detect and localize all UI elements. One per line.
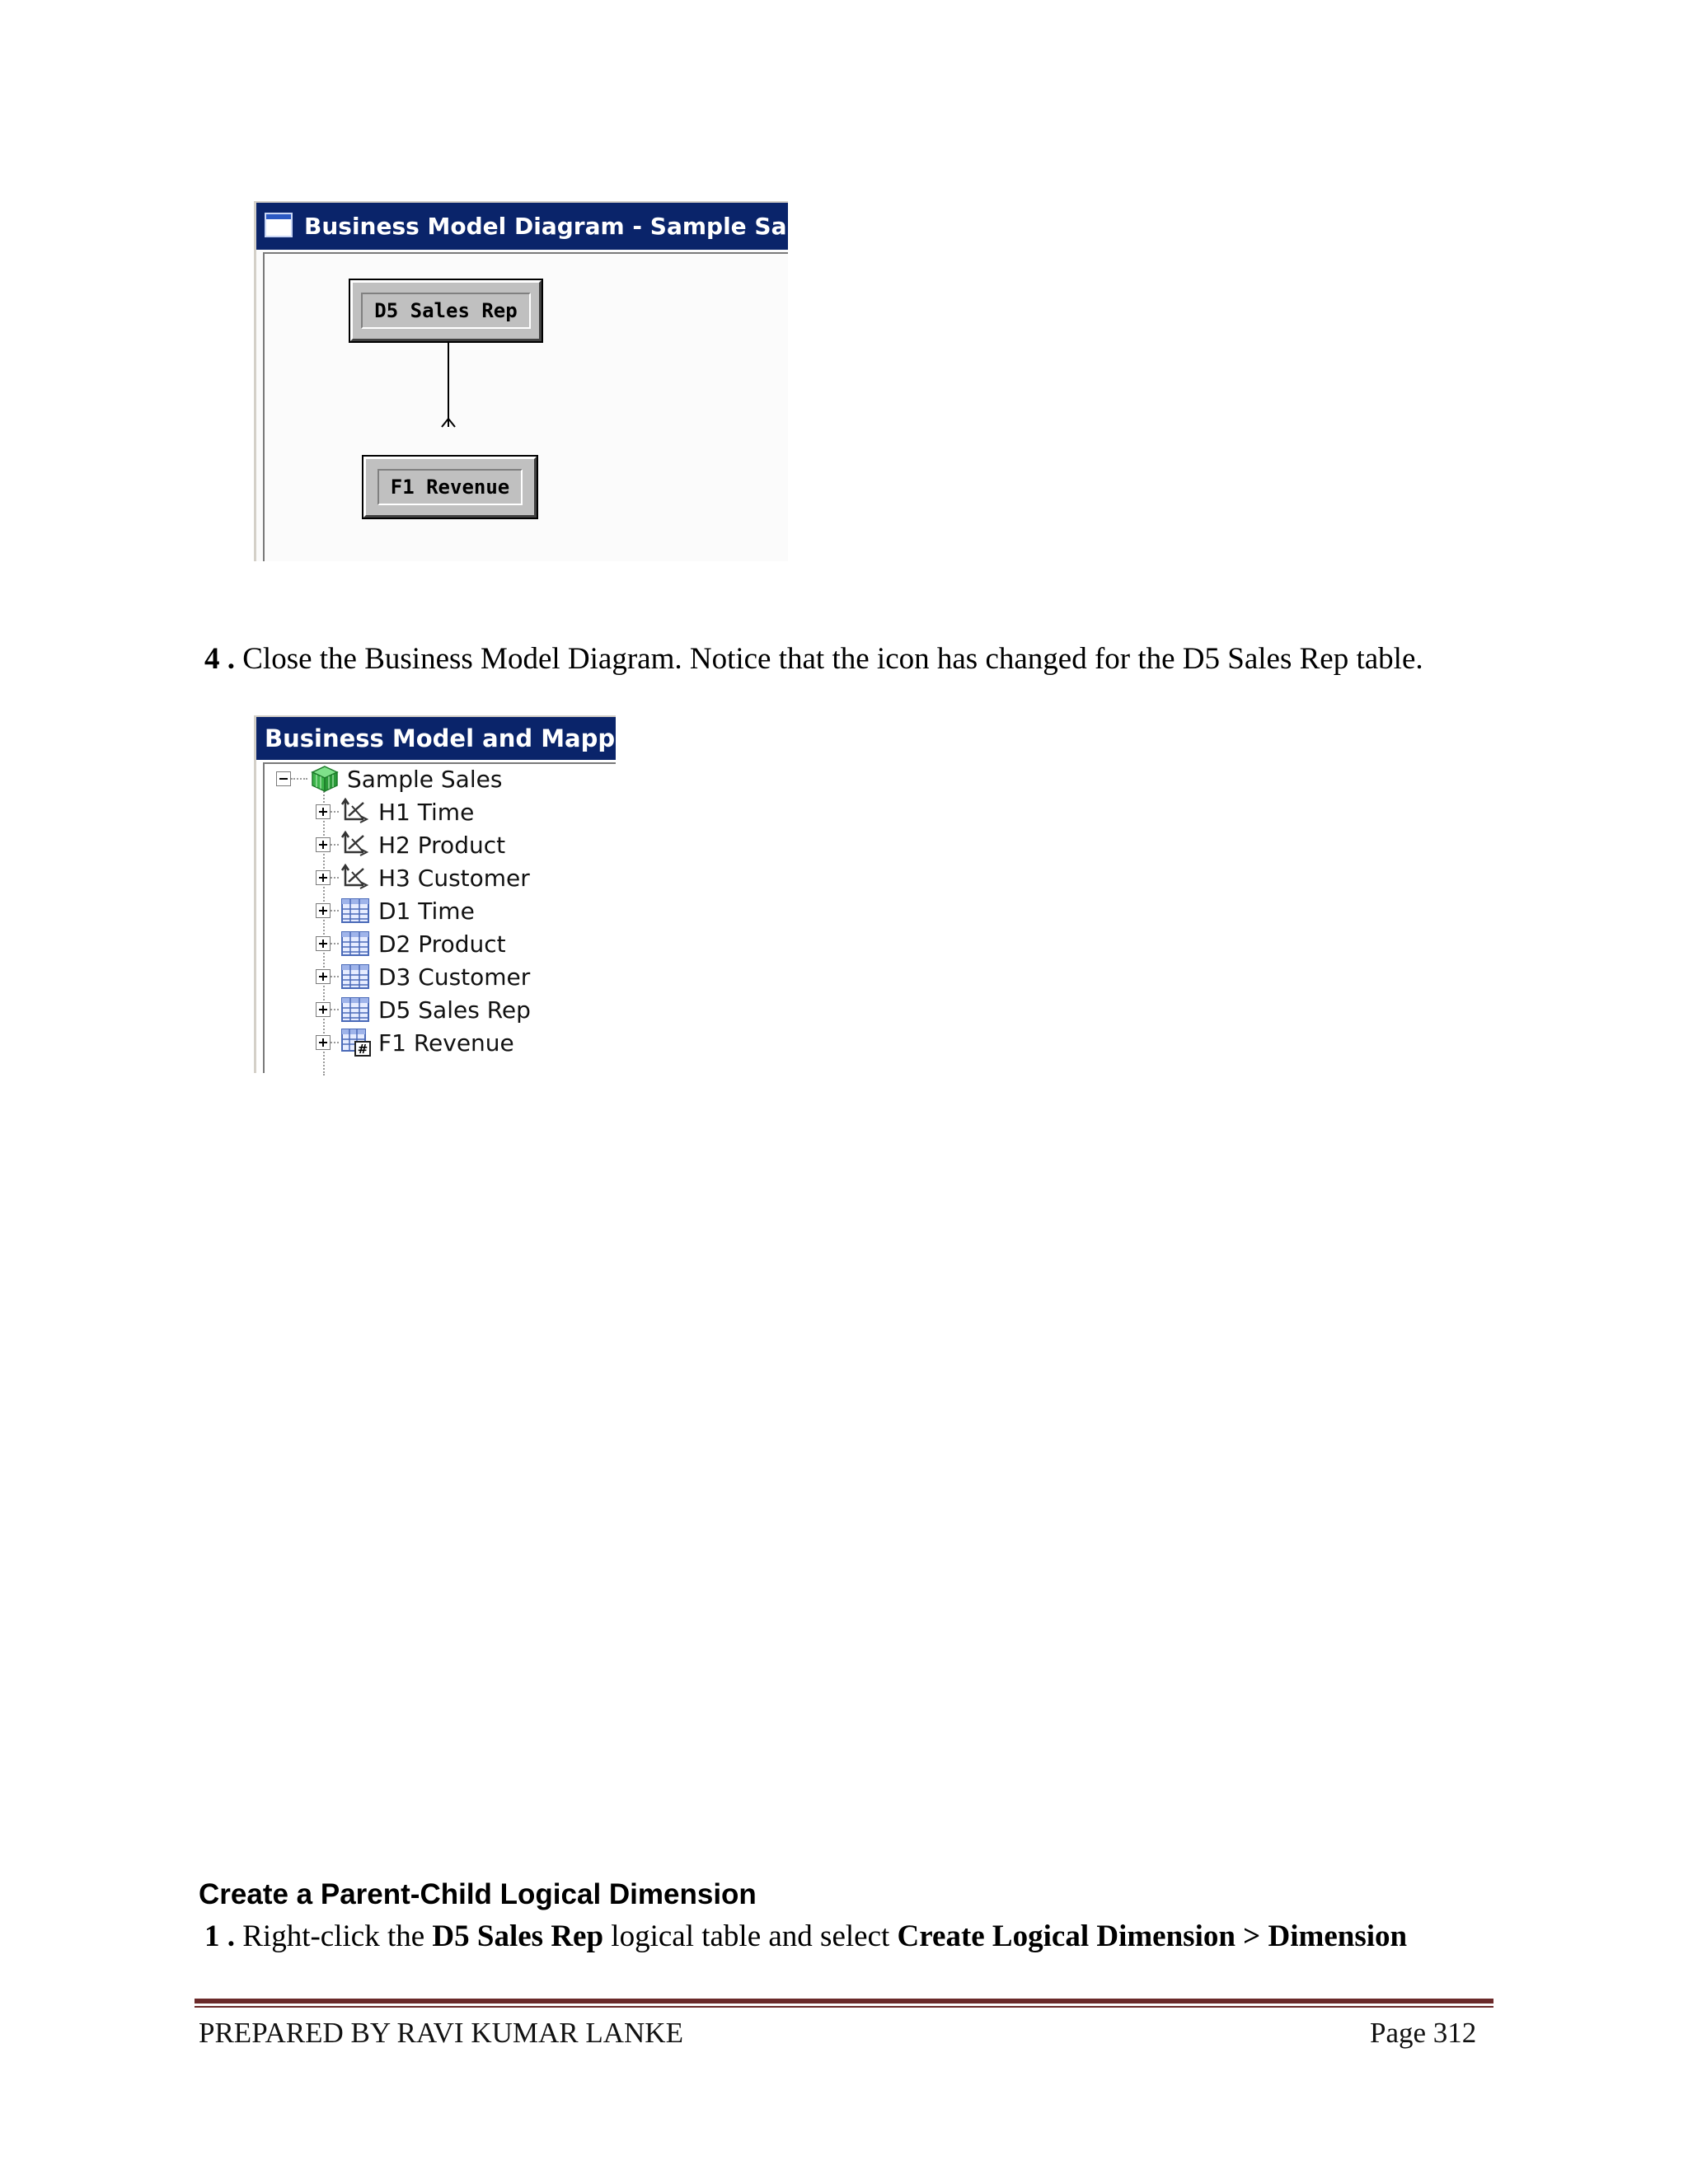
expand-icon[interactable] <box>316 1035 331 1050</box>
hierarchy-icon <box>340 864 372 892</box>
hierarchy-icon <box>340 831 372 859</box>
tree-item-h2-product[interactable] <box>316 828 505 861</box>
tree-connector <box>331 844 339 846</box>
fact-table-icon <box>340 1029 372 1057</box>
step-text-mid: logical table and select <box>611 1919 890 1953</box>
table-icon <box>340 963 372 991</box>
diagram-node-label: D5 Sales Rep <box>361 293 530 329</box>
expand-icon[interactable] <box>316 837 331 852</box>
svg-text:#: # <box>357 1042 368 1057</box>
step-text-bold-table: D5 Sales Rep <box>432 1919 604 1953</box>
footer-rule <box>195 1999 1493 2004</box>
tree-item-label: D2 Product <box>378 930 506 958</box>
expand-icon[interactable] <box>316 903 331 918</box>
expand-icon[interactable] <box>316 969 331 984</box>
tree-item-label: H1 Time <box>378 798 475 826</box>
table-icon <box>340 930 372 958</box>
tree-connector <box>331 976 339 977</box>
step-4-paragraph <box>204 641 1423 677</box>
tree-connector <box>331 811 339 813</box>
tree-connector <box>331 1009 339 1010</box>
step-text-pre: Right-click the <box>242 1919 425 1953</box>
tree-item-f1-revenue[interactable] <box>316 1026 514 1059</box>
business-model-diagram-window <box>254 201 824 561</box>
bmm-tree <box>263 762 616 1073</box>
expand-icon[interactable] <box>316 936 331 951</box>
tree-connector <box>331 910 339 912</box>
table-icon <box>340 996 372 1024</box>
footer-rule-thin <box>195 2006 1493 2008</box>
step-number: 4 . <box>204 642 235 676</box>
tree-item-d5-sales-rep[interactable] <box>316 993 531 1026</box>
tree-item-label: Sample Sales <box>347 765 503 793</box>
diagram-node-f1-revenue[interactable] <box>363 457 537 518</box>
step-text: Close the Business Model Diagram. Notice that the icon has changed for the D5 Sales Rep table. <box>242 642 1423 676</box>
business-model-mapping-window <box>254 715 658 1073</box>
diagram-node-label: F1 Revenue <box>377 469 523 505</box>
tree-item-d3-customer[interactable] <box>316 960 530 993</box>
table-icon <box>340 897 372 925</box>
footer-author: PREPARED BY RAVI KUMAR LANKE <box>199 2017 683 2049</box>
bmm-title: Business Model and Mapping <box>265 724 658 752</box>
tree-item-h3-customer[interactable] <box>316 861 530 894</box>
window-icon <box>265 213 293 237</box>
expand-icon[interactable] <box>316 1002 331 1017</box>
collapse-icon[interactable] <box>276 771 291 786</box>
diagram-title-bar <box>256 203 824 250</box>
tree-connector <box>331 1042 339 1043</box>
tree-item-h1-time[interactable] <box>316 795 474 828</box>
tree-item-label: D1 Time <box>378 897 475 925</box>
tree-item-label: F1 Revenue <box>378 1029 514 1057</box>
hierarchy-icon <box>340 798 372 826</box>
tree-item-d2-product[interactable] <box>316 927 506 960</box>
diagram-node-d5-sales-rep[interactable] <box>350 280 542 341</box>
tree-item-label: H3 Customer <box>378 864 530 892</box>
tree-connector <box>291 778 307 780</box>
diagram-title: Business Model Diagram - Sample Sales <box>304 213 824 240</box>
diagram-canvas[interactable] <box>263 252 788 561</box>
bmm-title-bar <box>256 717 658 760</box>
tree-item-label: D5 Sales Rep <box>378 996 531 1024</box>
tree-connector <box>331 943 339 944</box>
tree-connector <box>331 877 339 879</box>
tree-item-label: H2 Product <box>378 831 506 859</box>
step-number: 1 . <box>204 1919 235 1953</box>
step-text-bold-menu: Create Logical Dimension > Dimension <box>897 1919 1408 1953</box>
step-1-paragraph <box>204 1919 1407 1955</box>
tree-root-sample-sales[interactable] <box>276 762 502 795</box>
tree-item-label: D3 Customer <box>378 963 531 991</box>
section-heading: Create a Parent-Child Logical Dimension <box>199 1878 757 1910</box>
tree-item-d1-time[interactable] <box>316 894 475 927</box>
expand-icon[interactable] <box>316 804 331 819</box>
cube-icon <box>309 765 340 793</box>
footer-page-number: Page 312 <box>1370 2017 1477 2049</box>
expand-icon[interactable] <box>316 870 331 885</box>
